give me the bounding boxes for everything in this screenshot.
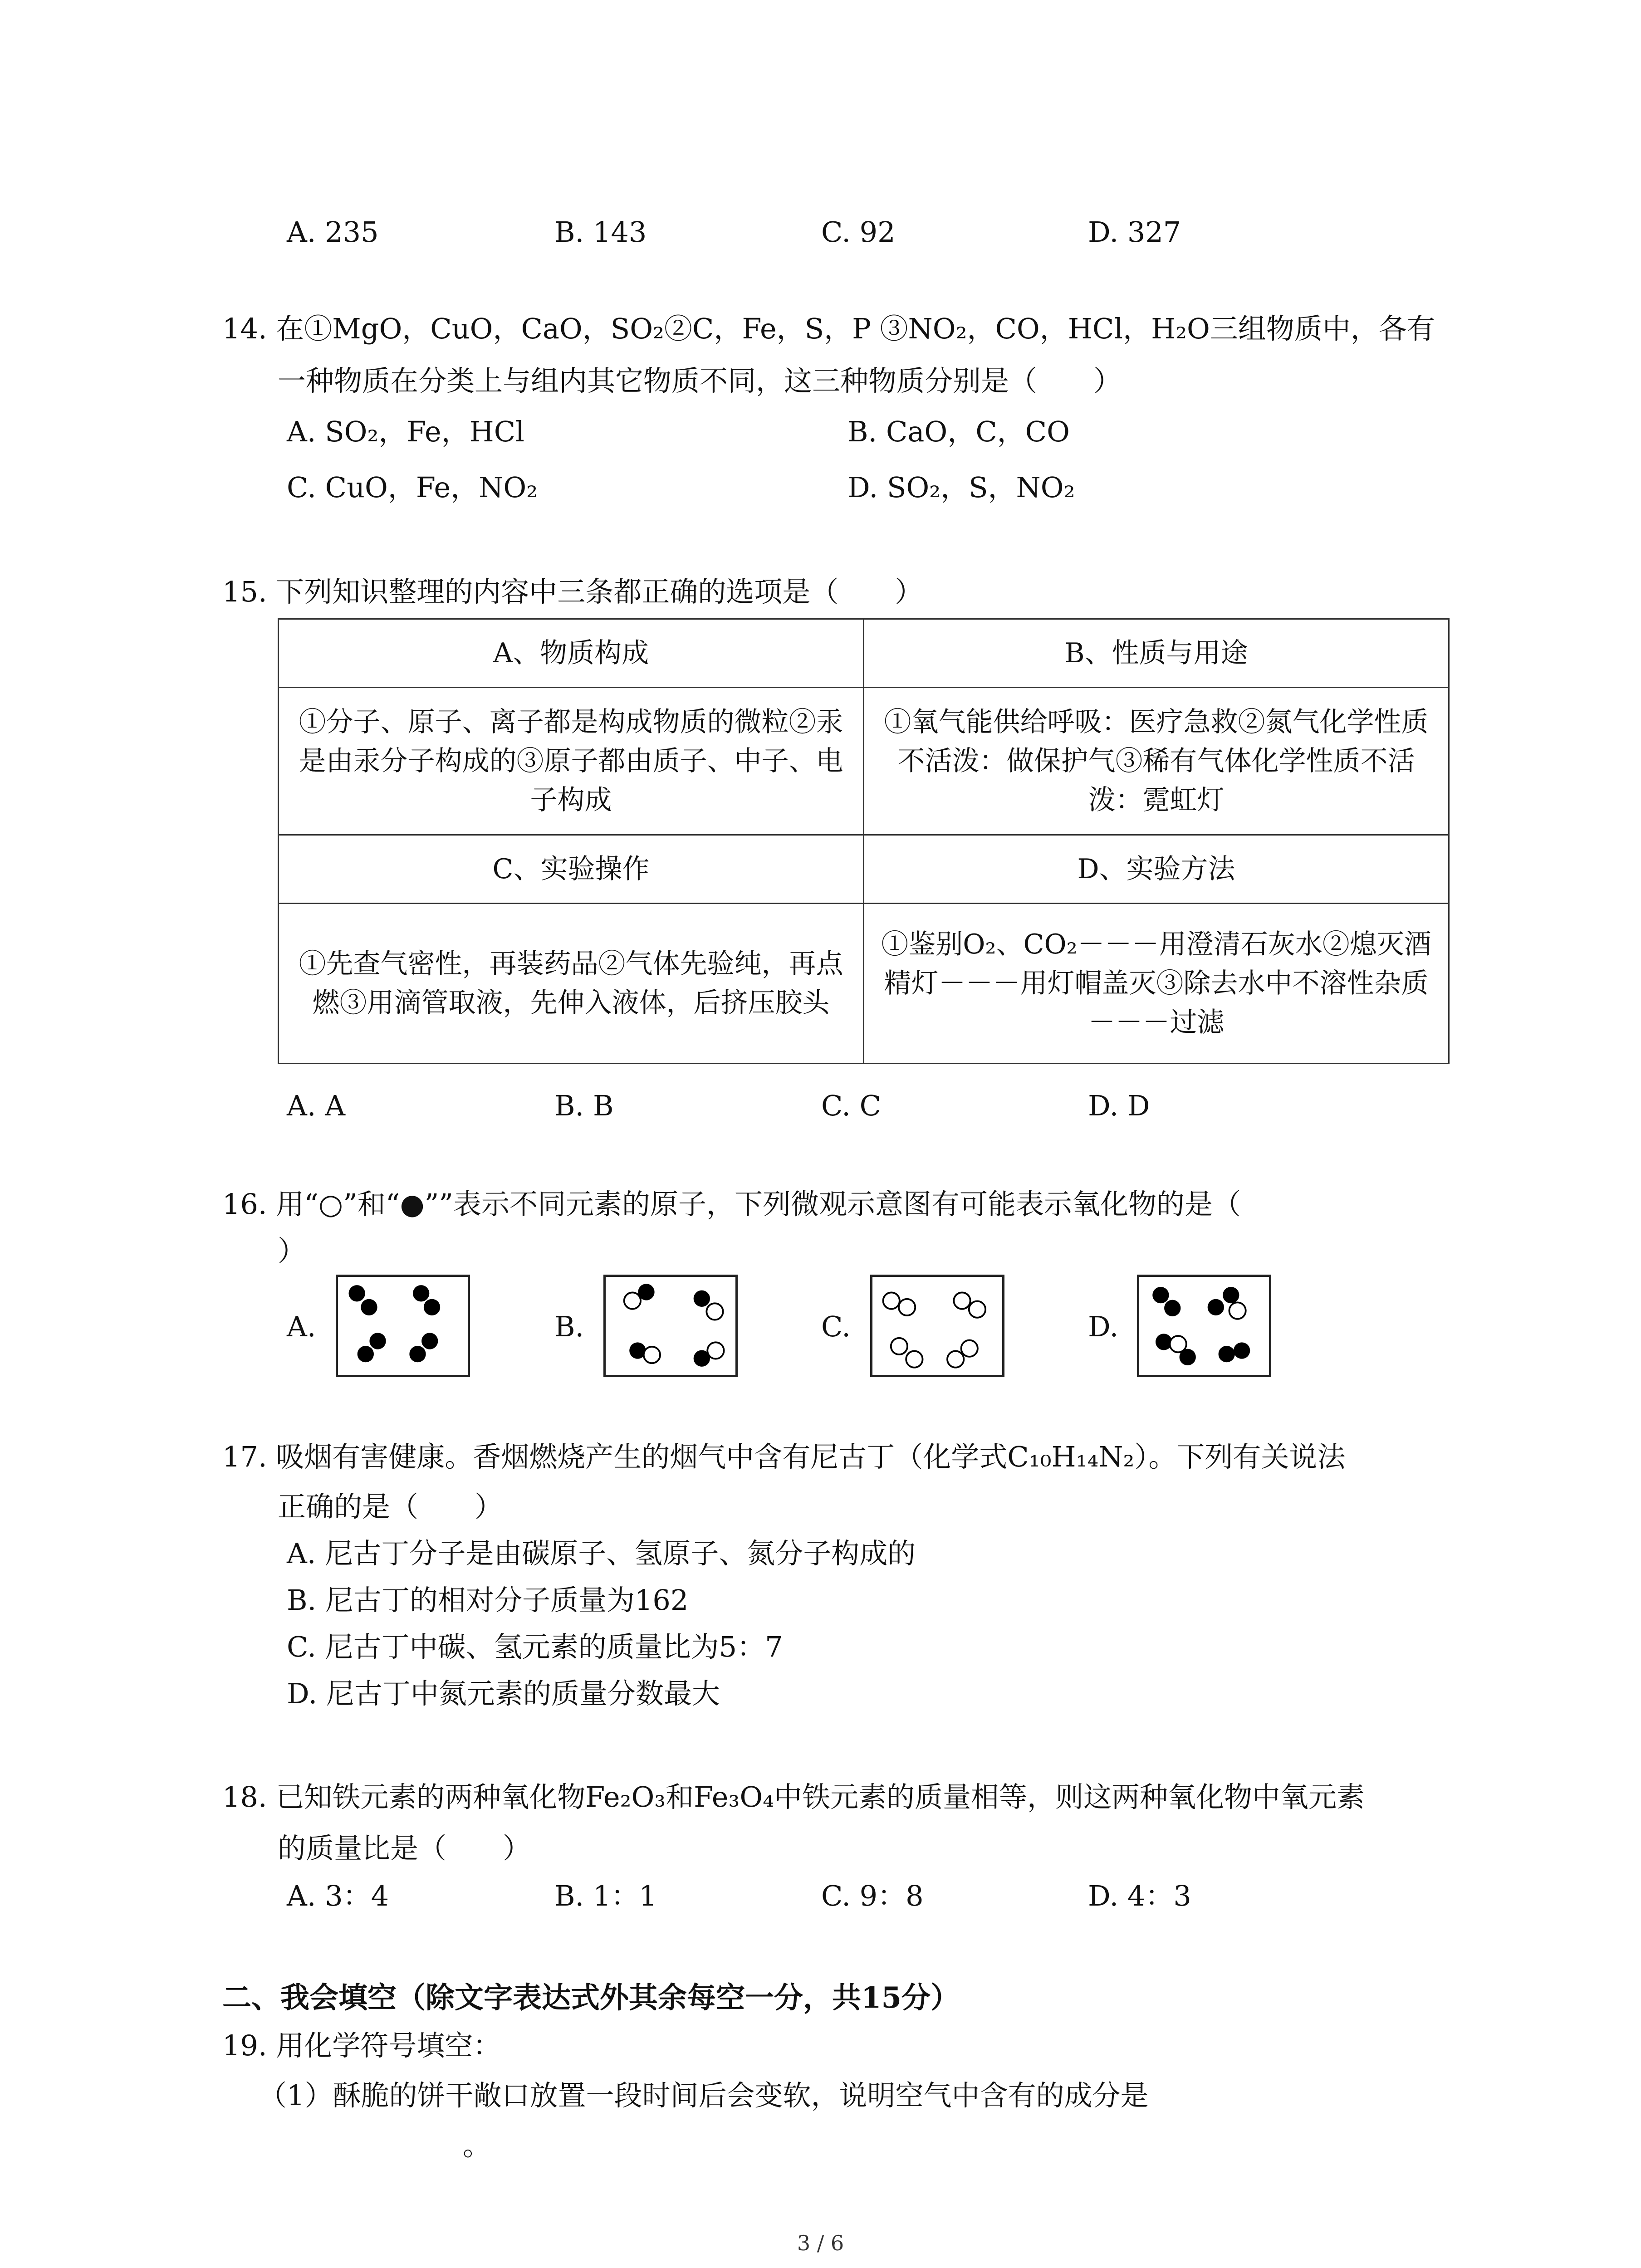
table-body-d: ①鉴别O₂、CO₂－－－用澄清石灰水②熄灭酒精灯－－－用灯帽盖灭③除去水中不溶性杂质－－－过滤 xyxy=(864,904,1449,1064)
q17-option-a[interactable]: A. 尼古丁分子是由碳原子、氢原子、氮分子构成的 xyxy=(287,1537,916,1570)
q15-stem: 15. 下列知识整理的内容中三条都正确的选项是（ ） xyxy=(222,575,923,608)
q15-knowledge-table xyxy=(278,618,1450,1064)
table-head-c: C、实验操作 xyxy=(279,835,864,904)
page-number: 3 / 6 xyxy=(797,2231,844,2255)
q16-diagram-a[interactable] xyxy=(336,1275,470,1377)
q14-stem-line1: 14. 在①MgO，CuO，CaO，SO₂②C，Fe，S，P ③NO₂，CO，HCl，H₂O三组物质中，各有 xyxy=(222,312,1435,345)
q13-option-c[interactable]: C. 92 xyxy=(821,215,896,249)
q16-diagram-c[interactable] xyxy=(870,1275,1004,1377)
q13-option-b[interactable]: B. 143 xyxy=(554,215,647,249)
table-head-b: B、性质与用途 xyxy=(864,619,1449,688)
q17-option-c[interactable]: C. 尼古丁中碳、氢元素的质量比为5：7 xyxy=(287,1630,783,1663)
q16-option-a-label[interactable]: A. xyxy=(287,1310,316,1343)
q16-option-b-label[interactable]: B. xyxy=(554,1310,584,1343)
q14-option-b[interactable]: B. CaO，C，CO xyxy=(847,415,1070,448)
table-body-a: ①分子、原子、离子都是构成物质的微粒②汞是由汞分子构成的③原子都由质子、中子、电子构成 xyxy=(279,688,864,835)
q14-stem-line2: 一种物质在分类上与组内其它物质不同，这三种物质分别是（ ） xyxy=(278,364,1122,397)
table-head-a: A、物质构成 xyxy=(279,619,864,688)
q17-stem-line2: 正确的是（ ） xyxy=(278,1490,503,1523)
q16-option-d-label[interactable]: D. xyxy=(1088,1310,1119,1343)
q15-option-d[interactable]: D. D xyxy=(1088,1089,1150,1122)
q15-option-c[interactable]: C. C xyxy=(821,1089,882,1122)
q16-option-c-label[interactable]: C. xyxy=(821,1310,851,1343)
q19-sub1-blank-end: 。 xyxy=(463,2129,491,2162)
q19-sub1-text: （1）酥脆的饼干敞口放置一段时间后会变软，说明空气中含有的成分是 xyxy=(259,2079,1149,2112)
q14-option-a[interactable]: A. SO₂，Fe，HCl xyxy=(287,415,525,448)
q14-option-c[interactable]: C. CuO，Fe，NO₂ xyxy=(287,471,538,504)
table-body-b: ①氧气能供给呼吸：医疗急救②氮气化学性质不活泼：做保护气③稀有气体化学性质不活泼：霓虹灯 xyxy=(864,688,1449,835)
table-body-c: ①先查气密性，再装药品②气体先验纯，再点燃③用滴管取液，先伸入液体，后挤压胶头 xyxy=(279,904,864,1064)
q18-stem-line1: 18. 已知铁元素的两种氧化物Fe₂O₃和Fe₃O₄中铁元素的质量相等，则这两种氧化物中氧元素 xyxy=(222,1780,1365,1813)
q14-option-d[interactable]: D. SO₂，S，NO₂ xyxy=(847,471,1075,504)
q16-diagram-b[interactable] xyxy=(603,1275,738,1377)
q16-diagram-d[interactable] xyxy=(1137,1275,1271,1377)
q18-option-a[interactable]: A. 3：4 xyxy=(287,1879,389,1912)
q17-stem-line1: 17. 吸烟有害健康。香烟燃烧产生的烟气中含有尼古丁（化学式C₁₀H₁₄N₂）。下列有关说法 xyxy=(222,1440,1346,1473)
q16-stem-line2: ） xyxy=(278,1234,306,1267)
q17-option-b[interactable]: B. 尼古丁的相对分子质量为162 xyxy=(287,1584,689,1617)
q13-option-d[interactable]: D. 327 xyxy=(1088,215,1181,249)
q15-option-a[interactable]: A. A xyxy=(287,1089,345,1122)
q18-stem-line2: 的质量比是（ ） xyxy=(278,1832,531,1865)
q18-option-d[interactable]: D. 4：3 xyxy=(1088,1879,1191,1912)
q13-option-a[interactable]: A. 235 xyxy=(287,215,379,249)
section-two-heading: 二、我会填空（除文字表达式外其余每空一分，共15分） xyxy=(222,1981,960,2015)
q19-stem: 19. 用化学符号填空： xyxy=(222,2029,501,2062)
q17-option-d[interactable]: D. 尼古丁中氮元素的质量分数最大 xyxy=(287,1677,720,1710)
q18-option-b[interactable]: B. 1：1 xyxy=(554,1879,657,1912)
q18-option-c[interactable]: C. 9：8 xyxy=(821,1879,924,1912)
table-head-d: D、实验方法 xyxy=(864,835,1449,904)
q15-option-b[interactable]: B. B xyxy=(554,1089,614,1122)
q16-stem-line1: 16. 用“○”和“●””表示不同元素的原子，下列微观示意图有可能表示氧化物的是（ xyxy=(222,1188,1241,1221)
